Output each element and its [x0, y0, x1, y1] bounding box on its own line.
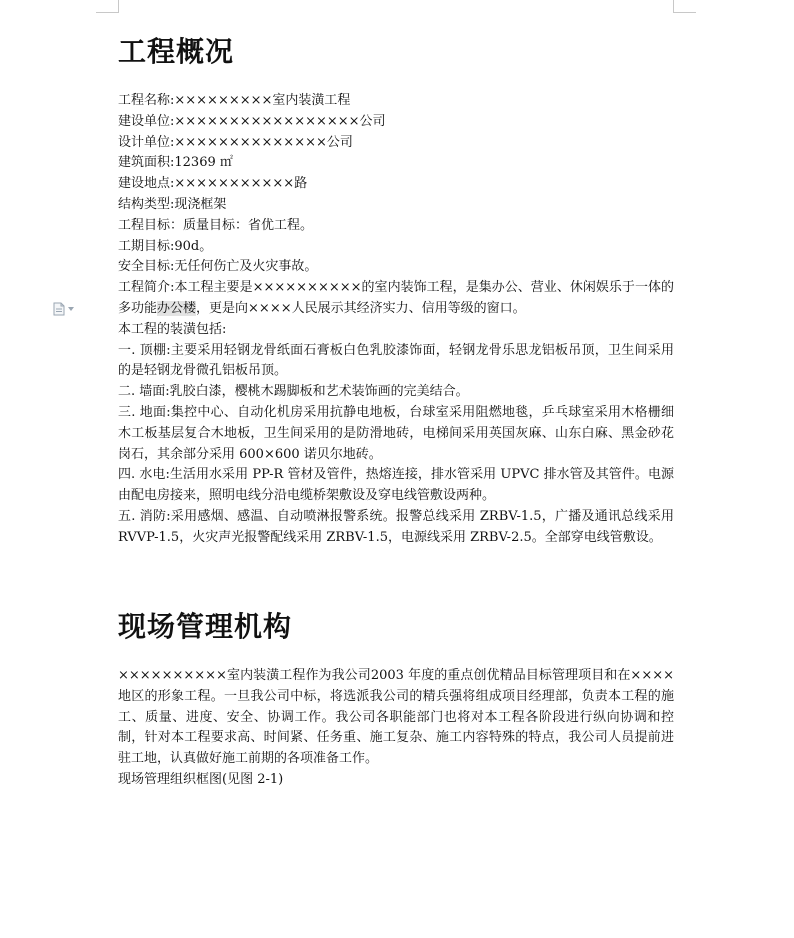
floor-area-line: 建筑面积:12369 ㎡ [118, 155, 233, 171]
scope-item-fire-protection: 五. 消防:采用感烟、感温、自动喷淋报警系统。报警总线采用 ZRBV-1.5，广播及通讯总线采用 RVVP-1.5，火灾声光报警配线采用 ZRBV-1.5，电源线采用 ZRBV-2.5。全部穿电线管敷设。 [118, 508, 674, 545]
paragraph-margin-button[interactable] [53, 302, 77, 316]
structure-type-line: 结构类型:现浇框架 [118, 196, 227, 212]
design-unit-line: 设计单位:××××××××××××××公司 [118, 134, 353, 150]
crop-mark-top-left [96, 0, 119, 13]
scope-title-line: 本工程的装潢包括: [118, 321, 227, 337]
selected-text-highlight[interactable]: 办公楼 [157, 300, 197, 316]
project-overview-body [118, 91, 674, 549]
org-chart-caption: 现场管理组织框图(见图 2-1) [118, 771, 284, 787]
schedule-target-line: 工期目标:90d。 [118, 238, 213, 254]
project-name-line: 工程名称:×××××××××室内装潢工程 [118, 93, 351, 108]
site-management-paragraph: ××××××××××室内装潢工程作为我公司2003 年度的重点创优精品目标管理项目和在××××地区的形象工程。一旦我公司中标，将选派我公司的精兵强将组成项目经理部，负责本工程的施工、质量、进度、安全、协调工作。我公司各职能部门也将对本工程各阶段进行纵向协调和控制，针对本工程要求高、时间紧、任务重、施工复杂、施工内容特殊的特点，我公司人员提前进驻工地，认真做好施工前期的各项准备工作。 [118, 668, 674, 767]
construction-unit-line: 建设单位:×××××××××××××××××公司 [118, 113, 386, 129]
scope-item-plumbing-electric: 四. 水电:生活用水采用 PP-R 管材及管件，热熔连接，排水管采用 UPVC 排水管及其管件。电源由配电房接来，照明电线分沿电缆桥架敷设及穿电线管敷设两种。 [118, 467, 674, 504]
crop-mark-top-right [673, 0, 696, 13]
scope-item-floor: 三. 地面:集控中心、自动化机房采用抗静电地板，台球室采用阻燃地毯，乒乓球室采用木格栅细木工板基层复合木地板，卫生间采用的是防滑地砖，电梯间采用英国灰麻、山东白麻、黑金砂花岗石，其余部分采用 600×600 诺贝尔地砖。 [118, 404, 674, 462]
quality-target-line: 工程目标：质量目标：省优工程。 [118, 217, 314, 233]
safety-target-line: 安全目标:无任何伤亡及火灾事故。 [118, 259, 318, 275]
scope-item-ceiling: 一. 顶棚:主要采用轻钢龙骨纸面石膏板白色乳胶漆饰面，轻钢龙骨乐思龙铝板吊顶，卫生间采用的是轻钢龙骨微孔铝板吊顶。 [118, 342, 674, 379]
heading-site-management: 现场管理机构 [118, 610, 293, 643]
scope-item-wall: 二. 墙面:乳胶白漆，樱桃木踢脚板和艺术装饰画的完美结合。 [118, 384, 469, 400]
intro-text-part2: ，更是向××××人民展示其经济实力、信用等级的窗口。 [196, 300, 526, 316]
site-management-body [118, 666, 674, 791]
intro-text-part1: 工程简介:本工程主要是××××××××××的室内装饰工程，是集办公、营业、休闲娱乐于一体的多功能 [118, 280, 674, 316]
project-intro-paragraph [118, 278, 674, 320]
chevron-down-icon [68, 307, 74, 311]
heading-project-overview: 工程概况 [118, 35, 235, 68]
document-icon [53, 302, 65, 316]
site-location-line: 建设地点:×××××××××××路 [118, 176, 308, 192]
